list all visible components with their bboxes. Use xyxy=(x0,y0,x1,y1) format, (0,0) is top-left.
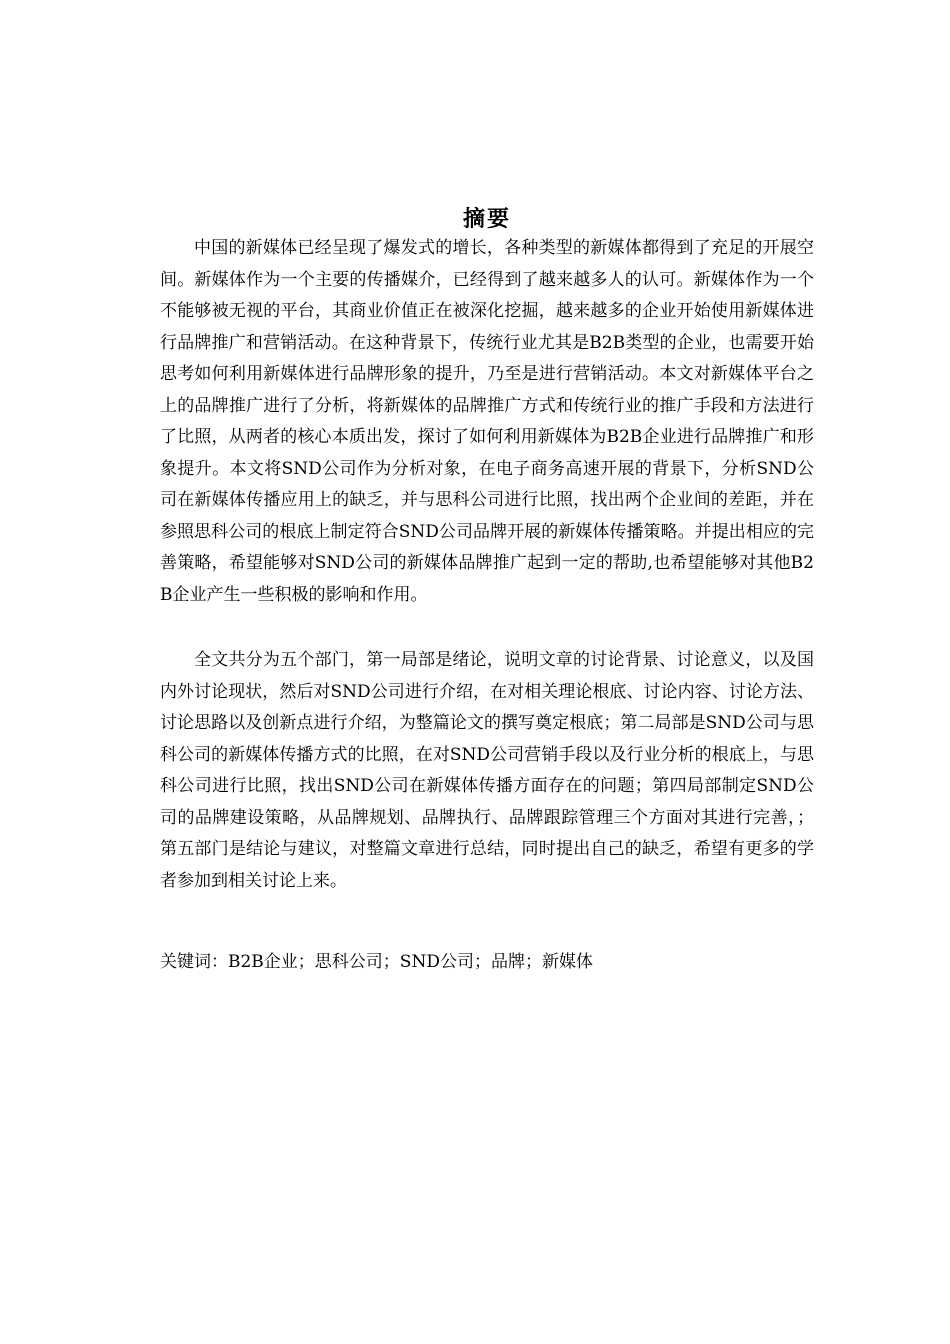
abstract-paragraph-2: 全文共分为五个部门，第一局部是绪论，说明文章的讨论背景、讨论意义，以及国内外讨论现状，然后对SND公司进行介绍，在对相关理论根底、讨论内容、讨论方法、讨论思路以及创新点进行介绍，为整篇论文的撰写奠定根底；第二局部是SND公司与思科公司的新媒体传播方式的比照，在对SND公司营销手段以及行业分析的根底上，与思科公司进行比照，找出SND公司在新媒体传播方面存在的问题；第四局部制定SND公司的品牌建设策略，从品牌规划、品牌执行、品牌跟踪管理三个方面对其进行完善，；第五部门是结论与建议，对整篇文章进行总结，同时提出自己的缺乏，希望有更多的学者参加到相关讨论上来。 xyxy=(160,650,814,891)
abstract-title: 摘要 xyxy=(462,207,511,232)
abstract-paragraph-1: 中国的新媒体已经呈现了爆发式的增长，各种类型的新媒体都得到了充足的开展空间。新媒体作为一个主要的传播媒介，已经得到了越来越多人的认可。新媒体作为一个不能够被无视的平台，其商业价值正在被深化挖掘，越来越多的企业开始使用新媒体进行品牌推广和营销活动。在这种背景下，传统行业尤其是B2B类型的企业，也需要开始思考如何利用新媒体进行品牌形象的提升，乃至是进行营销活动。本文对新媒体平台之上的品牌推广进行了分析，将新媒体的品牌推广方式和传统行业的推广手段和方法进行了比照，从两者的核心本质出发，探讨了如何利用新媒体为B2B企业进行品牌推广和形象提升。本文将SND公司作为分析对象，在电子商务高速开展的背景下，分析SND公司在新媒体传播应用上的缺乏，并与思科公司进行比照，找出两个企业间的差距，并在参照思科公司的根底上制定符合SND公司品牌开展的新媒体传播策略。并提出相应的完善策略，希望能够对SND公司的新媒体品牌推广起到一定的帮助,也希望能够对其他B2B企业产生一些积极的影响和作用。 xyxy=(160,238,814,605)
keywords-line: 关键词：B2B企业；思科公司；SND公司；品牌；新媒体 xyxy=(160,952,593,972)
